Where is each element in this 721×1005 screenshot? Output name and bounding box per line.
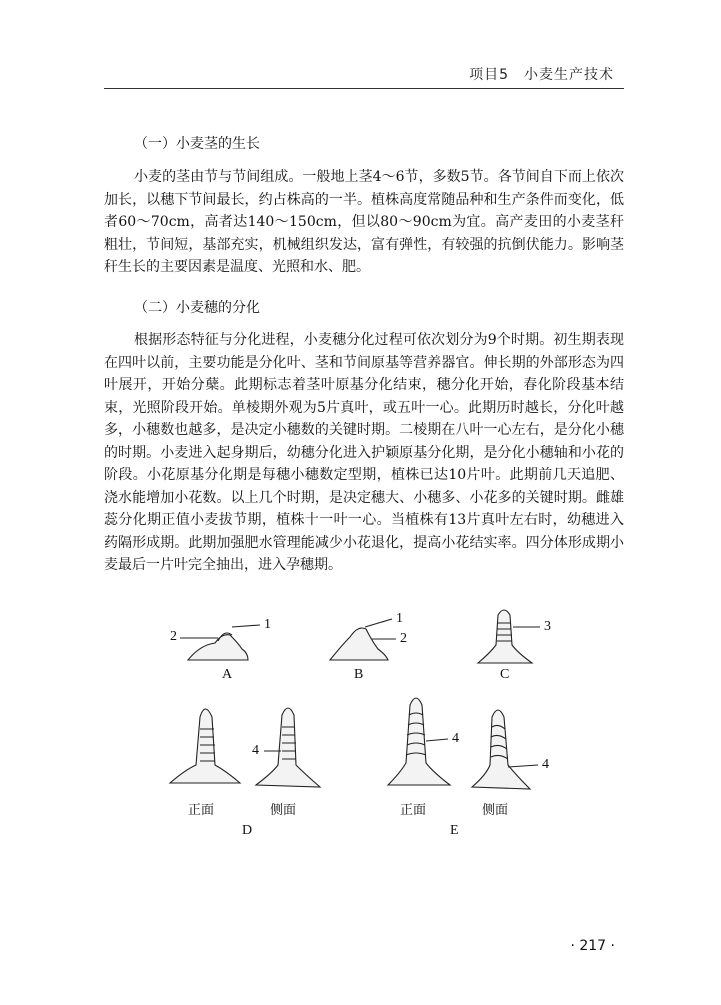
callout-1-b: 1 (396, 611, 403, 626)
running-header (104, 60, 624, 88)
view-label-d-front: 正面 (188, 803, 215, 818)
stage-d-front-drawing (170, 709, 240, 783)
page-number: · 217 · (570, 938, 615, 954)
view-label-e-side: 侧面 (482, 803, 509, 818)
paragraph-spike: 根据形态特征与分化进程，小麦穗分化过程可依次划分为9个时期。初生期表现在四叶以前，主要功能是分化叶、茎和节间原基等营养器官。伸长期的外部形态为四叶展开，开始分蘖。此期标志着茎叶原基分化结束，穗分化开始，春化阶段基本结束，光照阶段开始。单棱期外观为5片真叶，或五叶一心。此期历时越长，分化叶越多，小穗数也越多，是决定小穗数的关键时期。二棱期在八叶一心左右，是分化小穗的时期。小麦进入起身期后，幼穗分化进入护颖原基分化期，是分化小穗轴和小花的阶段。小花原基分化期是每穗小穗数定型期，植株已达10片叶。此期前几天追肥、浇水能增加小花数。以上几个时期，是决定穗大、小穗多、小花多的关键时期。雌雄蕊分化期正值小麦拔节期，植株十一叶一心。当植株有13片真叶左右时，幼穗进入药隔形成期。此期加强肥水管理能减少小花退化，提高小花结实率。四分体形成期小麦最后一片叶完全抽出，进入孕穗期。 (104, 332, 624, 573)
header-title: 项目5 小麦生产技术 (469, 67, 614, 83)
paragraph-stem: 小麦的茎由节与节间组成。一般地上茎4～6节，多数5节。各节间自下而上依次加长，以穗下节间最长，约占株高的一半。植株高度常随品种和生产条件而变化，低者60～70cm，高者达140～150cm，但以80～90cm为宜。高产麦田的小麦茎秆粗壮，节间短，基部充实，机械组织发达，富有弹性，有较强的抗倒伏能力。影响茎秆生长的主要因素是温度、光照和水、肥。 (104, 169, 624, 275)
callout-4-e-front: 4 (452, 731, 459, 746)
panel-label-a: A (222, 667, 233, 682)
callout-3-c: 3 (544, 619, 551, 634)
callout-2-a: 2 (170, 629, 177, 644)
stage-b-drawing (330, 619, 396, 660)
callout-2-b: 2 (400, 631, 407, 646)
panel-label-e: E (450, 823, 459, 838)
panel-label-b: B (354, 667, 364, 682)
section-title-spike: （二）小麦穗的分化 (134, 300, 260, 316)
section-title-stem: （一）小麦茎的生长 (134, 136, 260, 152)
stage-d-side-drawing (256, 708, 320, 787)
stage-a-drawing (180, 625, 260, 660)
view-label-e-front: 正面 (400, 803, 427, 818)
callout-4-e-side: 4 (542, 757, 549, 772)
callout-4-d: 4 (252, 743, 259, 758)
stage-e-front-drawing (388, 698, 450, 785)
panel-label-c: C (500, 667, 510, 682)
spike-differentiation-figure (160, 605, 580, 845)
view-label-d-side: 侧面 (270, 803, 297, 818)
figure-drawing (160, 605, 580, 845)
callout-1-a: 1 (264, 617, 271, 632)
stage-e-side-drawing (472, 710, 538, 789)
header-rule (104, 88, 624, 89)
stage-c-drawing (478, 610, 540, 663)
panel-label-d: D (242, 823, 253, 838)
